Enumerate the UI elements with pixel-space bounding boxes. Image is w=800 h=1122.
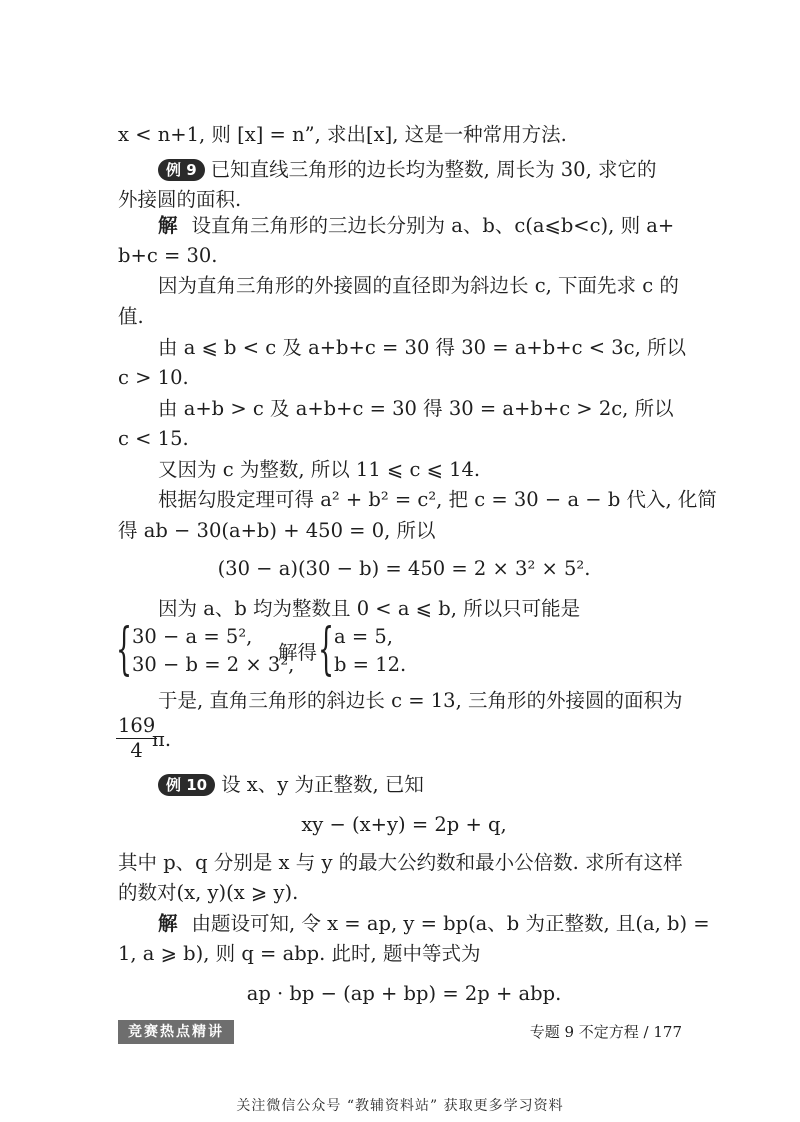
example-9-text: 已知直线三角形的边长均为整数, 周长为 30, 求它的 [210,158,657,181]
text-line: 得 ab − 30(a+b) + 450 = 0, 所以 [118,519,436,542]
watermark: 关注微信公众号 “教辅资料站” 获取更多学习资料 [236,1098,564,1114]
text-line: 值. [118,305,144,328]
system-line: b = 12. [334,653,407,676]
example-9-badge: 例 9 [158,159,205,181]
text-line: c < 15. [118,427,189,450]
system-line: 30 − a = 5², [132,625,253,648]
system-line: a = 5, [334,625,393,648]
text-line: 1, a ⩾ b), 则 q = abp. 此时, 题中等式为 [118,942,481,965]
text-line: 于是, 直角三角形的斜边长 c = 13, 三角形的外接圆的面积为 [158,689,683,712]
text-line: 因为 a、b 均为整数且 0 < a ⩽ b, 所以只可能是 [158,597,581,620]
text-line: 又因为 c 为整数, 所以 11 ⩽ c ⩽ 14. [158,458,481,481]
text-line: 由 a+b > c 及 a+b+c = 30 得 30 = a+b+c > 2c, 所以 [158,397,674,420]
example-10-badge: 例 10 [158,774,215,796]
text-line: b+c = 30. [118,244,218,267]
solution-2-text: 由题设可知, 令 x = ap, y = bp(a、b 为正整数, 且(a, b) = [191,912,710,935]
example-10-line [158,772,690,798]
system-line: 30 − b = 2 × 3², [132,653,295,676]
example-10-text: 设 x、y 为正整数, 已知 [221,773,424,796]
left-brace-icon: { [318,617,335,682]
solution-line [158,213,690,239]
equation-2: xy − (x+y) = 2p + q, [301,813,507,836]
fraction-tail: π. [152,728,172,751]
text-line: x < n+1, 则 [x] = n”, 求出[x], 这是一种常用方法. [118,123,567,146]
solve-word: 解得 [278,641,318,664]
fraction-denominator: 4 [130,739,143,762]
solution-2-line [158,911,710,937]
text-line: 根据勾股定理可得 a² + b² = c², 把 c = 30 − a − b 代入, 化简 [158,488,717,511]
footer-page-info: 专题 9 不定方程 / 177 [529,1023,682,1041]
solution-label: 解 [158,214,178,237]
text-line: 因为直角三角形的外接圆的直径即为斜边长 c, 下面先求 c 的 [158,274,679,297]
text-line: c > 10. [118,366,189,389]
solution-label: 解 [158,912,178,935]
left-brace-icon: { [116,617,133,682]
example-9-line [158,157,690,183]
text-line: 的数对(x, y)(x ⩾ y). [118,881,299,904]
fraction-numerator: 169 [118,714,156,737]
text-line: 外接圆的面积. [118,188,242,211]
footer-series-tag: 竞赛热点精讲 [118,1020,234,1044]
text-line: 由 a ⩽ b < c 及 a+b+c = 30 得 30 = a+b+c < 3c, 所以 [158,336,686,359]
equation-3: ap · bp − (ap + bp) = 2p + abp. [246,982,562,1005]
equation-1: (30 − a)(30 − b) = 450 = 2 × 3² × 5². [217,557,591,580]
text-line: 其中 p、q 分别是 x 与 y 的最大公约数和最小公倍数. 求所有这样 [118,851,683,874]
solution-text: 设直角三角形的三边长分别为 a、b、c(a⩽b<c), 则 a+ [191,214,675,237]
